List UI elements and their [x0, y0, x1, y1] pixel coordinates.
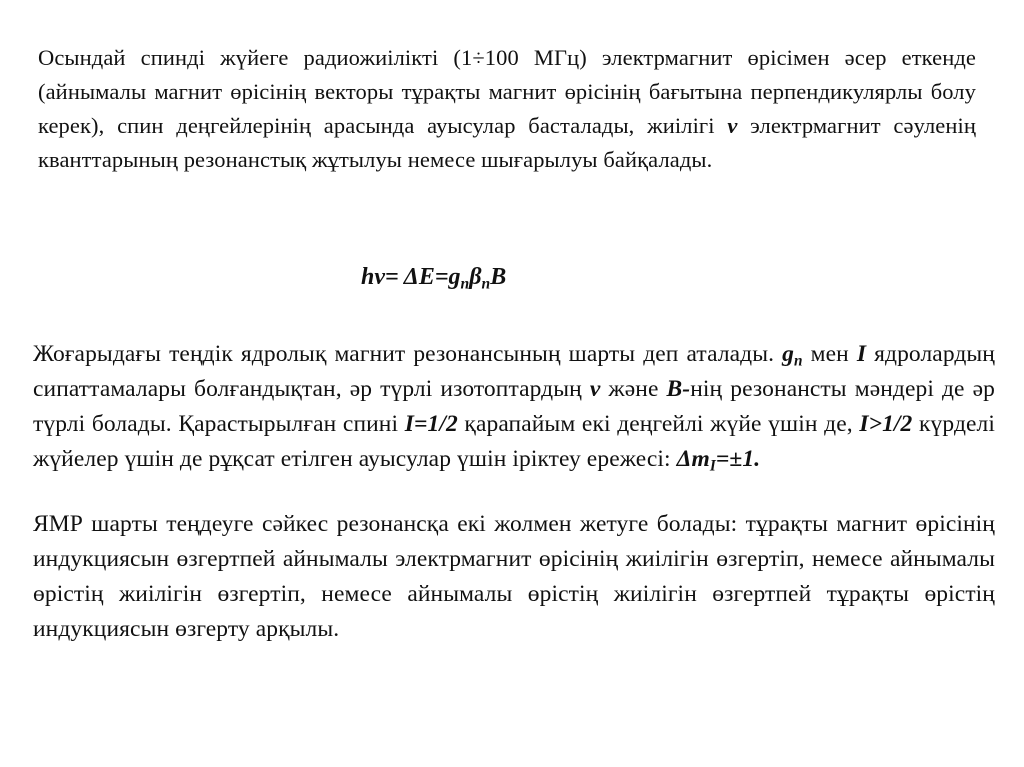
paragraph-nmr-condition: [33, 337, 995, 477]
p2-text-c: ядролардың сипаттамалары болғандықтан, әр түрлі изотоптардың: [33, 341, 995, 402]
p2-nu-symbol: ν: [589, 376, 601, 402]
paragraph-nmr-methods: ЯМР шарты теңдеуге сәйкес резонансқа екі жолмен жетуге болады: тұрақты магнит өрісінің индукциясын өзгертпей айнымалы электрмагнит өрісінің жиілігін өзгертіп, немесе айнымалы өрістің жиілігін өзгертіп, немесе айнымалы өрістің жиілігін өзгертпей тұрақты өрістің индукциясын өзгерту арқылы.: [33, 511, 995, 642]
p1-text-b: электрмагнит сәуленің кванттарының резонанстық жұтылуы немесе шығарылуы байқалады.: [38, 113, 976, 172]
resonance-formula: [361, 264, 506, 291]
p2-g-sub: n: [793, 352, 803, 370]
p2-I-half: I=1/2: [404, 411, 458, 437]
p2-I-symbol: I: [856, 341, 867, 367]
formula-beta: β: [469, 264, 482, 290]
p2-text-g: күрделі жүйелер үшін де рұқсат етілген ауысулар үшін іріктеу ережесі:: [33, 411, 995, 472]
p2-text-a: Жоғарыдағы теңдік ядролық магнит резонансының шарты деп аталады.: [33, 341, 783, 367]
formula-sub-2: n: [481, 275, 491, 293]
p2-dm-end: =±1.: [715, 446, 761, 472]
formula-sub-1: n: [460, 275, 470, 293]
p2-dm: Δm: [676, 446, 710, 472]
p1-text-a: Осындай спинді жүйеге радиожиілікті (1÷100 МГц) электрмагнит өрісімен әсер еткенде (айнымалы магнит өрісінің векторы тұрақты магнит өрісінің бағытына перпендикулярлы болу керек), спин деңгейлерінің арасында ауысулар басталады, жиілігі: [38, 45, 976, 138]
p2-B-symbol: B-: [666, 376, 691, 402]
formula-lhs: hν= ΔE=g: [361, 264, 461, 290]
p2-dm-sub: I: [709, 457, 716, 475]
p2-text-d: және: [600, 376, 667, 402]
formula-end: B: [490, 264, 507, 290]
p2-g-symbol: g: [782, 341, 794, 367]
p2-text-e: нің резонансты мәндері де әр түрлі болады. Қарастырылған спині: [33, 376, 995, 437]
p1-nu-symbol: ν: [727, 113, 738, 138]
p2-text-b: мен: [802, 341, 857, 367]
paragraph-spin-system: [38, 41, 976, 177]
p2-I-gt: I>1/2: [859, 411, 913, 437]
p2-text-f: қарапайым екі деңгейлі жүйе үшін де,: [457, 411, 860, 437]
